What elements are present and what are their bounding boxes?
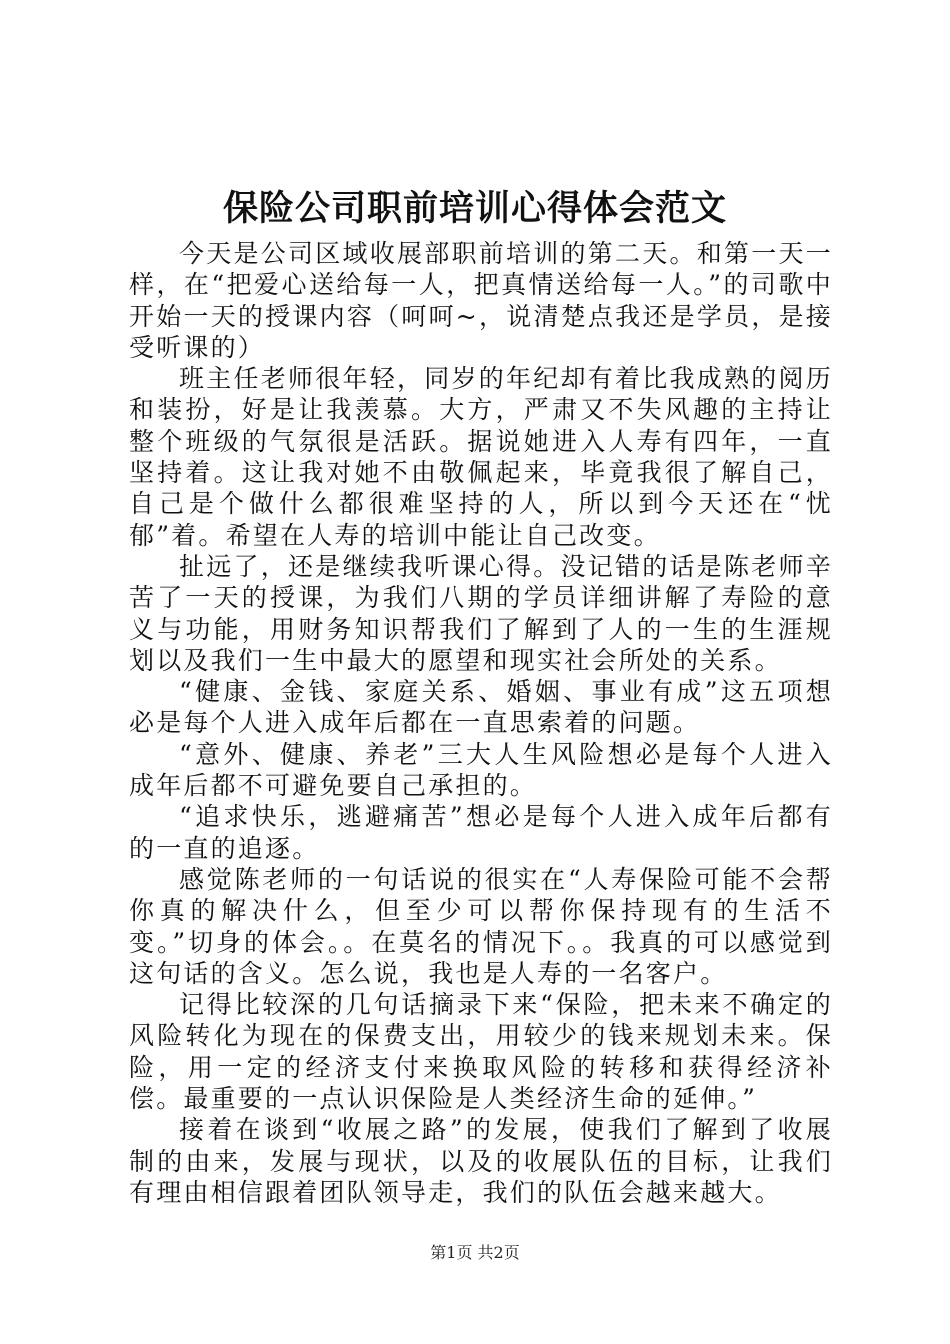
paragraph: “健康、金钱、家庭关系、婚姻、事业有成”这五项想必是每个人进入成年后都在一直思索着的问题。 [129, 677, 833, 738]
document-title: 保险公司职前培训心得体会范文 [222, 188, 727, 229]
paragraph: 感觉陈老师的一句话说的很实在“人寿保险可能不会帮你真的解决什么，但至少可以帮你保持现有的生活不变。”切身的体会。。在莫名的情况下。。我真的可以感觉到这句话的含义。怎么说，我也是人寿的一名客户。 [129, 864, 833, 988]
paragraph: 今天是公司区域收展部职前培训的第二天。和第一天一样，在“把爱心送给每一人，把真情送给每一人。”的司歌中开始一天的授课内容（呵呵~，说清楚点我还是学员，是接受听课的） [129, 239, 833, 362]
paragraph: 接着在谈到“收展之路”的发展，使我们了解到了收展制的由来，发展与现状，以及的收展队伍的目标，让我们有理由相信跟着团队领导走，我们的队伍会越来越大。 [129, 1115, 833, 1207]
paragraph: “意外、健康、养老”三大人生风险想必是每个人进入成年后都不可避免要自己承担的。 [129, 739, 833, 801]
document-body [129, 238, 833, 1208]
page-number-footer: 第1页 共2页 [430, 1243, 520, 1262]
paragraph: 班主任老师很年轻，同岁的年纪却有着比我成熟的阅历和装扮，好是让我羡慕。大方，严肃又不失风趣的主持让整个班级的气氛很是活跃。据说她进入人寿有四年，一直坚持着。这让我对她不由敬佩起来，毕竟我很了解自己，自己是个做什么都很难坚持的人，所以到今天还在“忧郁”着。希望在人寿的培训中能让自己改变。 [129, 364, 833, 550]
paragraph: 扯远了，还是继续我听课心得。没记错的话是陈老师辛苦了一天的授课，为我们八期的学员详细讲解了寿险的意义与功能，用财务知识帮我们了解到了人的一生的生涯规划以及我们一生中最大的愿望和现实社会所处的关系。 [129, 551, 833, 675]
paragraph: 记得比较深的几句话摘录下来“保险，把未来不确定的风险转化为现在的保费支出，用较少的钱来规划未来。保险，用一定的经济支付来换取风险的转移和获得经济补偿。最重要的一点认识保险是人类经济生命的延伸。” [129, 990, 833, 1114]
paragraph: “追求快乐，逃避痛苦”想必是每个人进入成年后都有的一直的追逐。 [129, 802, 833, 863]
